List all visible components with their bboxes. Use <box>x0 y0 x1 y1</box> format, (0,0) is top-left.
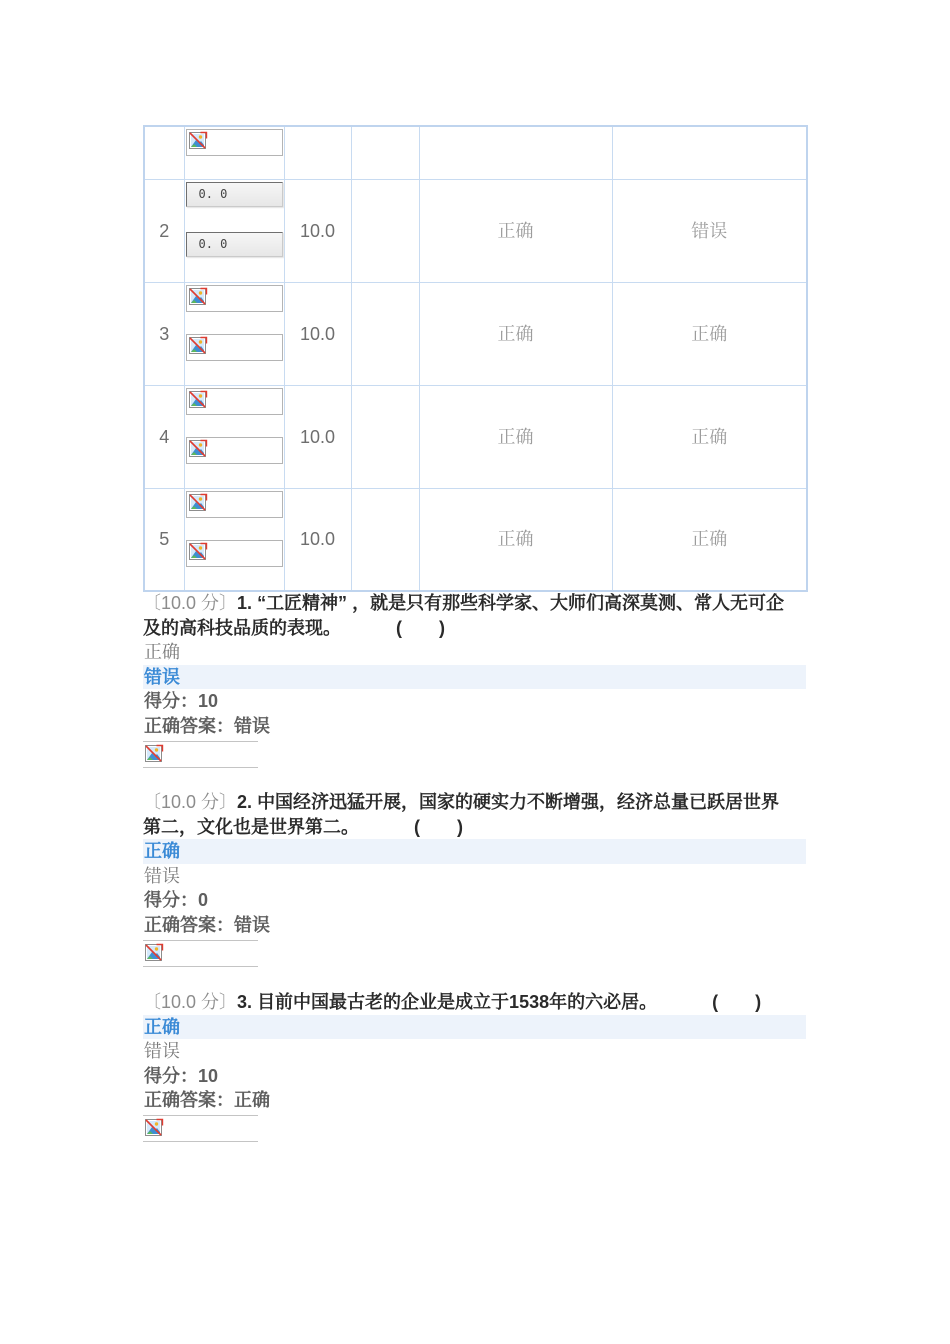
correct-answer: 正确答案：错误 <box>144 715 270 736</box>
empty-cell <box>351 488 419 591</box>
broken-image-icon <box>188 439 208 459</box>
broken-image-icon <box>144 744 164 764</box>
question-score: 得分：10 <box>144 1065 219 1086</box>
image-placeholder <box>143 741 258 768</box>
row-number: 3 <box>144 282 184 385</box>
verdict-cell-b: 正确 <box>612 488 807 591</box>
table-row <box>144 385 807 488</box>
question-number: 1. <box>237 593 253 613</box>
broken-image-icon <box>144 943 164 963</box>
option-false[interactable]: 错误 <box>144 865 180 886</box>
verdict-cell-b <box>612 126 807 179</box>
question-text: “工匠精神” ，就是只有那些科学家、大师们高深莫测、常人无可企 <box>257 593 785 613</box>
question-text: 及的高科技品质的表现。 <box>143 617 341 638</box>
image-placeholder <box>186 129 283 156</box>
verdict-cell-a <box>419 126 612 179</box>
results-table <box>143 125 808 592</box>
verdict-cell-a: 正确 <box>419 488 612 591</box>
row-score <box>284 126 351 179</box>
option-true[interactable]: 正确 <box>143 839 806 864</box>
question-2 <box>143 790 806 967</box>
media-cell <box>184 488 284 591</box>
verdict-cell-b: 错误 <box>612 179 807 282</box>
question-text: 中国经济迅猛开展，国家的硬实力不断增强，经济总量已跃居世界 <box>257 792 780 812</box>
row-score: 10.0 <box>284 282 351 385</box>
question-1 <box>143 591 806 768</box>
answer-blank: ( ) <box>414 816 464 837</box>
verdict-cell-a: 正确 <box>419 179 612 282</box>
option-false[interactable]: 错误 <box>144 1041 180 1062</box>
image-placeholder <box>143 940 258 967</box>
correct-answer: 正确答案：正确 <box>144 1090 270 1111</box>
question-number: 3. <box>237 992 253 1012</box>
empty-cell <box>351 385 419 488</box>
broken-image-icon <box>188 336 208 356</box>
row-score: 10.0 <box>284 179 351 282</box>
row-number <box>144 126 184 179</box>
media-stack <box>185 283 284 383</box>
question-score-tag: 〔10.0 分〕 <box>143 593 238 613</box>
question-prompt-line <box>143 790 806 815</box>
verdict-cell-b: 正确 <box>612 385 807 488</box>
question-score: 得分：0 <box>144 890 209 911</box>
image-placeholder <box>186 285 283 312</box>
broken-image-icon <box>188 542 208 562</box>
input-cell <box>184 179 284 282</box>
verdict-cell-b: 正确 <box>612 282 807 385</box>
empty-cell <box>351 179 419 282</box>
media-stack <box>185 386 284 486</box>
broken-image-icon <box>188 493 208 513</box>
answer-blank: ( ) <box>396 617 446 638</box>
score-input-1[interactable] <box>186 182 283 207</box>
broken-image-icon <box>188 131 208 151</box>
question-score-tag: 〔10.0 分〕 <box>143 792 238 812</box>
row-number: 2 <box>144 179 184 282</box>
broken-image-icon <box>144 1118 164 1138</box>
correct-answer: 正确答案：错误 <box>144 914 270 935</box>
answer-blank: ( ) <box>712 992 763 1012</box>
option-true[interactable]: 正确 <box>144 642 180 663</box>
media-cell <box>184 126 284 179</box>
question-prompt-line <box>143 591 806 616</box>
question-score: 得分：10 <box>144 691 219 712</box>
question-score-tag: 〔10.0 分〕 <box>143 992 238 1012</box>
image-placeholder <box>186 437 283 464</box>
question-prompt-line <box>143 990 806 1015</box>
question-prompt-line <box>143 815 806 840</box>
image-placeholder <box>186 491 283 518</box>
broken-image-icon <box>188 390 208 410</box>
row-score: 10.0 <box>284 385 351 488</box>
option-true[interactable]: 正确 <box>143 1015 806 1040</box>
image-placeholder <box>186 388 283 415</box>
media-stack <box>185 127 284 177</box>
question-text: 目前中国最古老的企业是成立于1538年的六必居。 <box>257 992 658 1012</box>
verdict-cell-a: 正确 <box>419 385 612 488</box>
question-text: 第二，文化也是世界第二。 <box>143 816 359 837</box>
image-placeholder <box>186 540 283 567</box>
question-number: 2. <box>237 792 253 812</box>
image-placeholder <box>143 1115 258 1142</box>
verdict-cell-a: 正确 <box>419 282 612 385</box>
row-number: 5 <box>144 488 184 591</box>
question-3 <box>143 990 806 1142</box>
score-input-2[interactable] <box>186 232 283 257</box>
question-prompt-line <box>143 616 806 641</box>
table-row <box>144 488 807 591</box>
media-stack <box>185 180 284 280</box>
broken-image-icon <box>188 287 208 307</box>
row-number: 4 <box>144 385 184 488</box>
image-placeholder <box>186 334 283 361</box>
table-row <box>144 126 807 179</box>
media-cell <box>184 385 284 488</box>
media-stack <box>185 489 284 589</box>
empty-cell <box>351 126 419 179</box>
table-row <box>144 282 807 385</box>
empty-cell <box>351 282 419 385</box>
option-false[interactable]: 错误 <box>143 665 806 690</box>
media-cell <box>184 282 284 385</box>
table-row <box>144 179 807 282</box>
row-score: 10.0 <box>284 488 351 591</box>
